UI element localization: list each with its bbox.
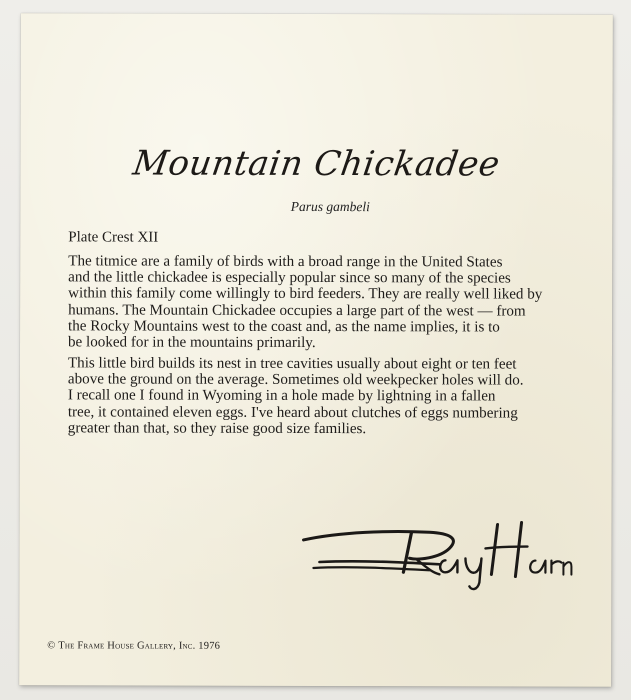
text-line: the Rocky Mountains west to the coast and, as the name implies, it is to xyxy=(68,318,500,336)
text-line: I recall one I found in Wyoming in a hole made by lightning in a fallen xyxy=(67,387,496,405)
paragraph-intro xyxy=(68,253,598,352)
page-title: Mountain Chickadee xyxy=(130,143,503,185)
scientific-name: Parus gambeli xyxy=(290,198,370,215)
publisher-name: The Frame House Gallery, Inc. xyxy=(58,640,196,652)
publication-year: 1976 xyxy=(198,640,221,652)
text-line: The titmice are a family of birds with a broad range in the United States xyxy=(68,253,503,271)
text-line: within this family come willingly to bird feeders. They are really well liked by xyxy=(68,285,543,303)
handwritten-signature xyxy=(299,502,579,603)
text-line: humans. The Mountain Chickadee occupies a large part of the west — from xyxy=(68,301,526,320)
paragraph-nesting xyxy=(68,355,598,437)
text-line: be looked for in the mountains primarily. xyxy=(67,334,316,352)
copyright-footer xyxy=(47,640,220,651)
copyright-symbol: © xyxy=(47,640,56,652)
text-line: This little bird builds its nest in tree cavities usually about eight or ten feet xyxy=(67,355,517,373)
plate-label: Plate Crest XII xyxy=(68,229,159,246)
text-line: greater than that, so they raise good size families. xyxy=(67,420,367,437)
text-line: above the ground on the average. Sometimes old weekpecker holes will do. xyxy=(67,371,524,389)
text-line: and the little chickadee is especially popular since so many of the species xyxy=(68,269,511,287)
document-sheet xyxy=(19,13,613,687)
text-line: tree, it contained eleven eggs. I've heard about clutches of eggs numbering xyxy=(67,403,518,422)
